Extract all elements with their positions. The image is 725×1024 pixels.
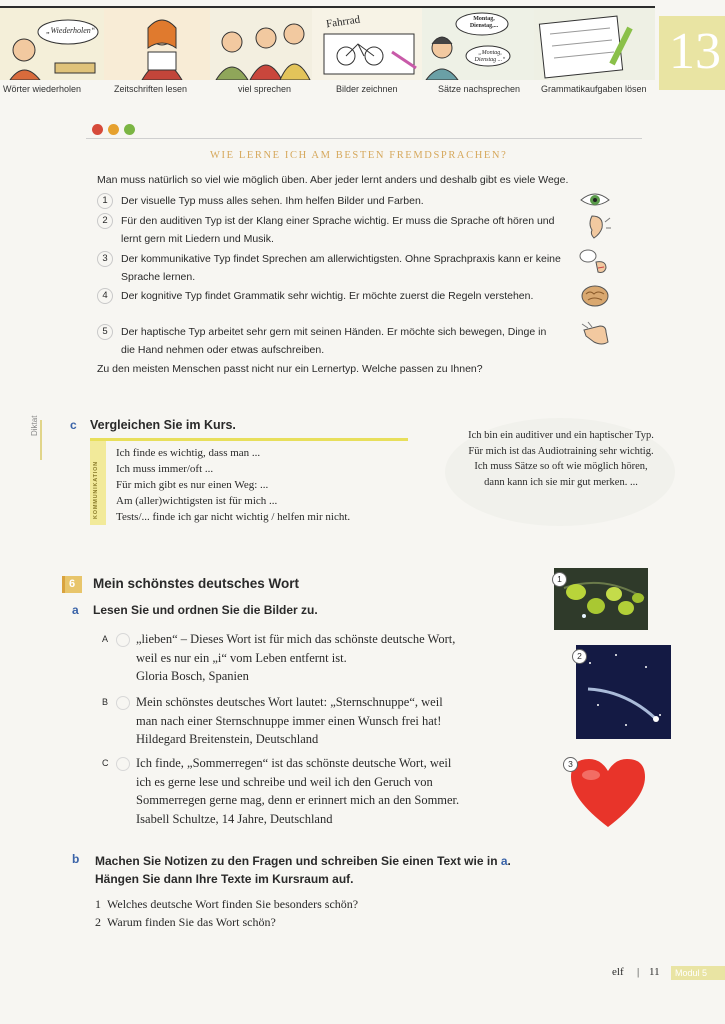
exercise-b-title-line2: Hängen Sie dann Ihre Texte im Kursraum auf. bbox=[95, 872, 354, 886]
chapter-number: 13 bbox=[669, 23, 721, 80]
quote-letter: B bbox=[102, 697, 109, 707]
quote-letter: C bbox=[102, 758, 109, 768]
item-number: 4 bbox=[97, 288, 113, 304]
quote-body bbox=[136, 754, 536, 828]
quote-author: Hildegard Breitenstein, Deutschland bbox=[136, 732, 319, 746]
caption-woerter-wiederholen: Wörter wiederholen bbox=[3, 84, 82, 94]
quote-body bbox=[136, 630, 536, 686]
panel-magazines bbox=[104, 8, 211, 80]
quote-letter: A bbox=[102, 634, 109, 644]
window-maximize-dot bbox=[124, 124, 135, 135]
panel-grammar bbox=[534, 8, 655, 80]
person-thinking-illustration bbox=[0, 8, 104, 80]
caption-bilder-zeichnen: Bilder zeichnen bbox=[336, 84, 398, 94]
phrase-line: Am (aller)wichtigsten ist für mich ... bbox=[116, 495, 278, 507]
question-text: Welches deutsche Wort finden Sie besonders schön? bbox=[107, 897, 359, 911]
picture-number: 3 bbox=[563, 757, 578, 772]
window-close-dot bbox=[92, 124, 103, 135]
learning-activities-strip bbox=[0, 8, 655, 94]
exercise-letter-a: a bbox=[72, 603, 79, 617]
exercise-6-title: Mein schönstes deutsches Wort bbox=[93, 576, 300, 591]
exercise-a-title: Lesen Sie und ordnen Sie die Bilder zu. bbox=[93, 603, 318, 617]
panel-speaking bbox=[210, 8, 313, 80]
exercise-b-title-end: . bbox=[507, 854, 511, 868]
communication-label: KOMMUNIKATION bbox=[93, 461, 99, 519]
woman-reading-illustration bbox=[104, 8, 210, 80]
shooting-star-photo bbox=[576, 645, 671, 739]
speaking-mouth-icon bbox=[578, 248, 612, 276]
picture-number: 1 bbox=[552, 572, 567, 587]
window-intro: Man muss natürlich so viel wie möglich üben. Aber jeder lernt anders und deshalb gibt es viele Wege. bbox=[97, 174, 569, 186]
caption-grammatikaufgaben: Grammatikaufgaben lösen bbox=[541, 84, 647, 94]
item-text: Der kognitive Typ findet Grammatik sehr wichtig. Er möchte zuerst die Regeln verstehen. bbox=[121, 290, 534, 302]
exercise-c-title: Vergleichen Sie im Kurs. bbox=[90, 418, 236, 432]
item-number: 5 bbox=[97, 324, 113, 340]
question-text: Warum finden Sie das Wort schön? bbox=[107, 915, 276, 929]
learner-type-item bbox=[97, 250, 561, 286]
communication-box-label-strip bbox=[90, 441, 106, 525]
communication-box-top-rule bbox=[90, 438, 408, 441]
speech-wiederholen: „Wiederholen“ bbox=[46, 26, 96, 35]
quote-line: ich es gerne lese und schreibe und weil ich den Geruch von bbox=[136, 774, 433, 789]
quote-line: Ich finde, „Sommerregen“ ist das schönste deutsche Wort, weil bbox=[136, 756, 452, 770]
exercise-b-reference: a bbox=[500, 854, 508, 868]
phrase-line: Tests/... finde ich gar nicht wichtig / helfen mir nicht. bbox=[116, 511, 351, 523]
caption-viel-sprechen: viel sprechen bbox=[238, 84, 292, 94]
brain-icon bbox=[578, 282, 612, 310]
question-number: 2 bbox=[95, 915, 101, 929]
label-fahrrad: Fahrrad bbox=[325, 13, 361, 31]
item-text: Für den auditiven Typ ist der Klang einer Sprache wichtig. Er muss die Sprache oft hören und lernt gern mit Liedern und Musik. bbox=[121, 215, 555, 245]
caption-saetze-nachsprechen: Sätze nachsprechen bbox=[438, 84, 521, 94]
phrase-line: Ich finde es wichtig, dass man ... bbox=[116, 447, 261, 459]
window-title-rule bbox=[86, 138, 642, 139]
answer-circle[interactable] bbox=[116, 633, 130, 647]
learner-type-item bbox=[97, 212, 561, 248]
exercise-b-title-part: Machen Sie Notizen zu den Fragen und schreiben Sie einen Text wie in bbox=[95, 854, 501, 868]
quote-line: Sommerregen gerne mag, denn er erinnert mich an den Sommer. bbox=[136, 793, 460, 807]
learner-type-item bbox=[97, 323, 561, 359]
window-title: WIE LERNE ICH AM BESTEN FREMDSPRACHEN? bbox=[210, 150, 508, 161]
item-number: 2 bbox=[97, 213, 113, 229]
speech-bubble-text: Ich bin ein auditiver und ein haptischer Typ. Für mich ist das Audiotraining sehr wichtig. Ich muss Sätze so oft wie möglich hören, dann kann ich sie mir gut merken. ... bbox=[468, 430, 654, 488]
quote-author: Gloria Bosch, Spanien bbox=[136, 669, 249, 683]
eye-icon bbox=[578, 186, 612, 214]
question-number: 1 bbox=[95, 897, 101, 911]
exercise-number-6: 6 bbox=[62, 576, 82, 593]
people-talking-illustration bbox=[210, 8, 312, 80]
quote-line: man nach einer Sternschnuppe immer einen Wunsch frei hat! bbox=[136, 713, 442, 728]
answer-circle[interactable] bbox=[116, 757, 130, 771]
quote-line: Mein schönstes deutsches Wort lautet: „Sternschnuppe“, weil bbox=[136, 695, 443, 709]
question-item bbox=[95, 897, 358, 912]
window-minimize-dot bbox=[108, 124, 119, 135]
item-text: Der visuelle Typ muss alles sehen. Ihm helfen Bilder und Farben. bbox=[121, 195, 424, 207]
question-item bbox=[95, 915, 276, 930]
caption-zeitschriften-lesen: Zeitschriften lesen bbox=[114, 84, 188, 94]
learner-type-question: Zu den meisten Menschen passt nicht nur ein Lernertyp. Welche passen zu Ihnen? bbox=[97, 363, 483, 375]
exercise-b-title bbox=[95, 852, 555, 888]
item-number: 1 bbox=[97, 193, 113, 209]
page-number: 11 bbox=[649, 966, 660, 978]
diktat-marker bbox=[40, 420, 42, 460]
summer-rain-leaves-photo bbox=[554, 568, 648, 630]
speech-montag: Montag, Dienstag,... bbox=[469, 16, 499, 29]
ear-icon bbox=[578, 212, 612, 240]
phrase-line: Für mich gibt es nur einen Weg: ... bbox=[116, 479, 269, 491]
panel-words-repeat bbox=[0, 8, 105, 80]
panel-drawing bbox=[312, 8, 423, 80]
exercise-number-accent bbox=[62, 576, 65, 593]
phrase-line: Ich muss immer/oft ... bbox=[116, 463, 214, 475]
picture-number: 2 bbox=[572, 649, 587, 664]
exercise-letter-c: c bbox=[70, 418, 77, 432]
page-word: elf bbox=[612, 966, 624, 978]
chapter-badge bbox=[659, 16, 725, 90]
page-separator: | bbox=[637, 966, 640, 978]
exercise-letter-b: b bbox=[72, 852, 80, 866]
item-number: 3 bbox=[97, 251, 113, 267]
hand-icon bbox=[578, 320, 612, 348]
diktat-label: Diktat bbox=[30, 415, 39, 436]
speech-montag-repeat: „Montag, Dienstag ...“ bbox=[474, 50, 506, 63]
quote-line: weil es nur ein „i“ vom Leben entfernt ist. bbox=[136, 650, 347, 665]
learner-type-item bbox=[97, 287, 561, 305]
worksheet-writing-illustration bbox=[534, 8, 655, 80]
answer-circle[interactable] bbox=[116, 696, 130, 710]
learner-type-item bbox=[97, 192, 561, 210]
heart-image bbox=[567, 755, 649, 829]
item-text: Der kommunikative Typ findet Sprechen am allerwichtigsten. Ohne Sprachpraxis kann er keine Sprache lernen. bbox=[121, 253, 561, 283]
quote-body bbox=[136, 693, 536, 749]
item-text: Der haptische Typ arbeitet sehr gern mit seinen Händen. Er möchte sich bewegen, Dinge in die Hand nehmen oder etwas aufschreiben. bbox=[121, 326, 547, 356]
quote-author: Isabell Schultze, 14 Jahre, Deutschland bbox=[136, 811, 333, 826]
quote-line: „lieben“ – Dieses Wort ist für mich das schönste deutsche Wort, bbox=[136, 632, 456, 646]
panel-repeat-sentences bbox=[422, 8, 535, 80]
module-label: Modul 5 bbox=[671, 966, 725, 980]
